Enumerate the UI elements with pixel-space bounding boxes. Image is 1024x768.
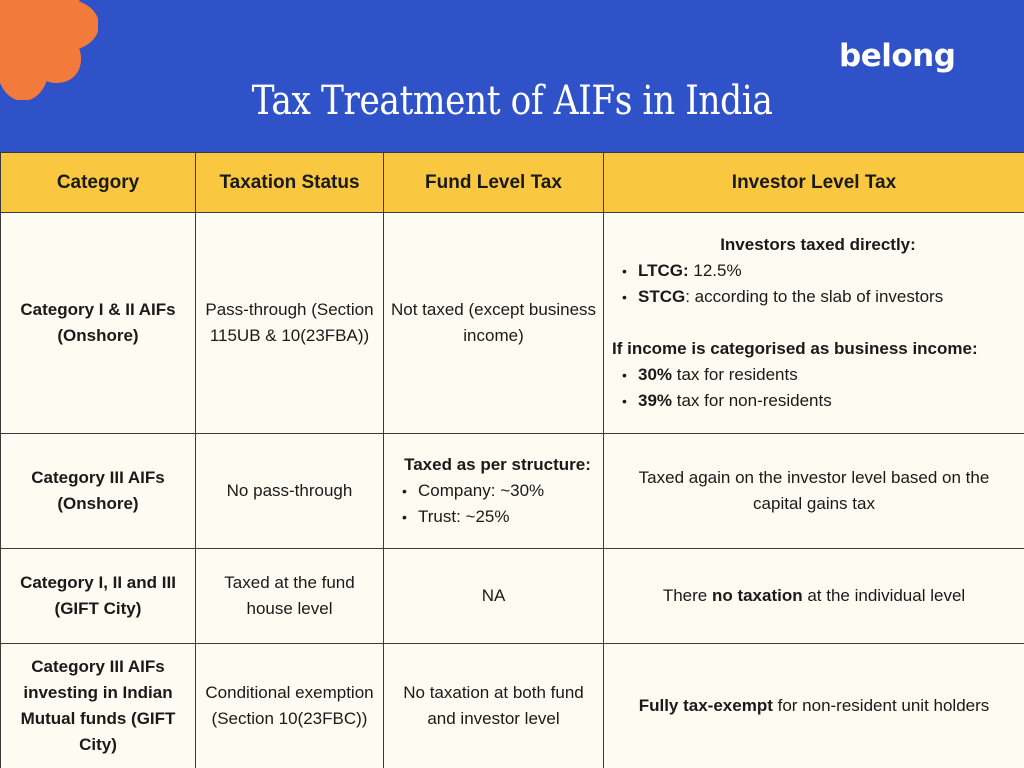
investor-text-post: for non-resident unit holders [772, 696, 990, 715]
list-item [612, 284, 1024, 310]
page-title: Tax Treatment of AIFs in India [251, 78, 773, 124]
investor-tax-cell [604, 213, 1024, 434]
status-cell: Taxed at the fund house level [196, 549, 384, 644]
category-cell: Category III AIFs (Onshore) [1, 434, 196, 549]
resident-text: tax for residents [672, 365, 798, 384]
table-row [1, 434, 1024, 549]
stcg-value: : according to the slab of investors [685, 287, 944, 306]
list-item [612, 362, 1024, 388]
nonresident-rate: 39% [638, 391, 673, 410]
investor-subheading: Investors taxed directly: [720, 235, 916, 254]
category-cell: Category I & II AIFs (Onshore) [1, 213, 196, 434]
status-cell: Conditional exemption (Section 10(23FBC)) [196, 644, 384, 768]
status-cell: No pass-through [196, 434, 384, 549]
list-item [612, 258, 1024, 284]
brand-logo: belong [839, 38, 956, 74]
spacer [612, 310, 1024, 336]
table-row [1, 549, 1024, 644]
investor-tax-cell [604, 549, 1024, 644]
table-row [1, 213, 1024, 434]
fund-tax-cell: NA [384, 549, 604, 644]
stcg-label: STCG [638, 287, 686, 306]
fund-subheading: Taxed as per structure: [404, 455, 591, 474]
resident-rate: 30% [638, 365, 673, 384]
business-income-list [612, 362, 1024, 414]
category-cell: Category I, II and III (GIFT City) [1, 549, 196, 644]
header-banner [0, 0, 1024, 153]
investor-text-bold: Fully tax-exempt [638, 696, 773, 715]
category-cell: Category III AIFs investing in Indian Mutual funds (GIFT City) [1, 644, 196, 768]
ltcg-label: LTCG: [638, 261, 689, 280]
business-income-subheading: If income is categorised as business income: [612, 339, 978, 358]
fund-tax-cell: Not taxed (except business income) [384, 213, 604, 434]
investor-tax-cell [604, 644, 1024, 768]
ltcg-value: 12.5% [688, 261, 742, 280]
tax-table [0, 152, 1024, 768]
investor-text-pre: There [662, 586, 712, 605]
table-row [1, 644, 1024, 768]
nonresident-text: tax for non-residents [672, 391, 832, 410]
investor-list [612, 258, 1024, 310]
fund-tax-cell [384, 434, 604, 549]
investor-tax-cell: Taxed again on the investor level based on the capital gains tax [604, 434, 1024, 549]
fund-tax-cell: No taxation at both fund and investor level [384, 644, 604, 768]
column-header-taxation-status: Taxation Status [196, 153, 384, 213]
investor-text-bold: no taxation [711, 586, 803, 605]
investor-text-post: at the individual level [802, 586, 966, 605]
status-cell: Pass-through (Section 115UB & 10(23FBA)) [196, 213, 384, 434]
fund-structure-list [392, 478, 603, 530]
column-header-category: Category [1, 153, 196, 213]
column-header-investor-level-tax: Investor Level Tax [604, 153, 1024, 213]
list-item: • Trust: ~25% [392, 504, 603, 530]
list-item: • Company: ~30% [392, 478, 603, 504]
table-header-row [1, 153, 1024, 213]
column-header-fund-level-tax: Fund Level Tax [384, 153, 604, 213]
list-item [612, 388, 1024, 414]
